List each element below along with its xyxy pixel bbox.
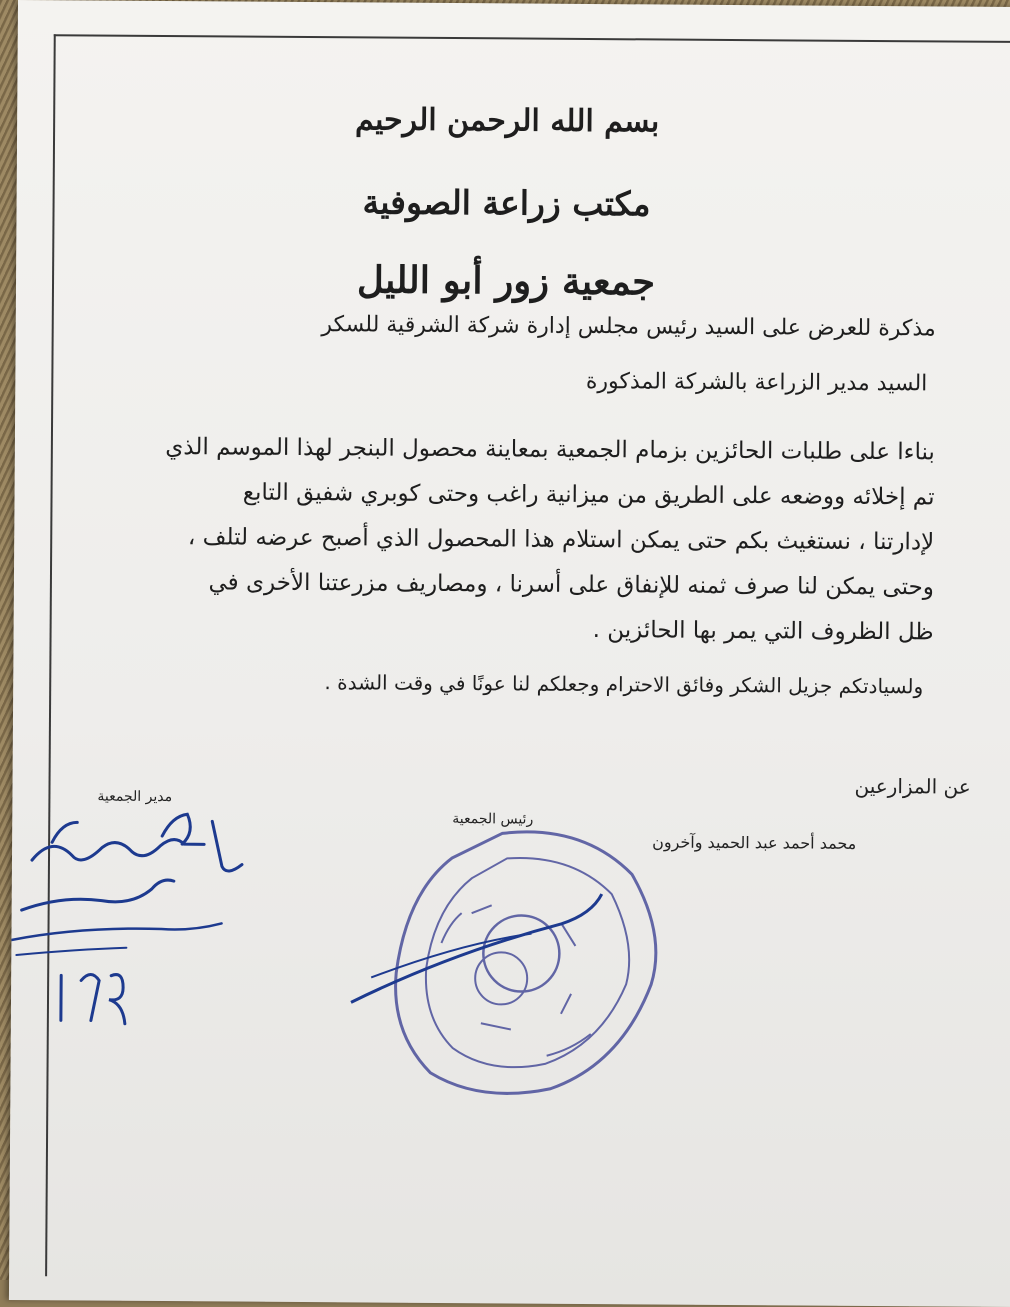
memo-addressee-line: مذكرة للعرض على السيد رئيس مجلس إدارة شركة الشرقية للسكر [321,312,936,342]
basmala-heading: بسم الله الرحمن الرحيم [354,102,660,140]
society-stamp [330,802,692,1125]
body-line-1: بناءا على طلبات الحائزين بزمام الجمعية بمعاينة محصول البنجر لهذا الموسم الذي [165,434,935,466]
farmers-label: عن المزارعين [854,773,971,799]
body-line-5: ظل الظروف التي يمر بها الحائزين . [592,617,934,646]
closing-line: ولسيادتكم جزيل الشكر وفائق الاحترام وجعلكم لنا عونًا في وقت الشدة . [324,670,924,699]
body-line-4: وحتى يمكن لنا صرف ثمنه للإنفاق على أسرنا ، ومصاريف مزرعتنا الأخرى في [208,569,935,601]
society-heading: جمعية زور أبو الليل [356,257,656,304]
president-label: رئيس الجمعية [452,811,534,828]
memo-paper [9,0,1010,1307]
body-line-2: تم إخلائه ووضعه على الطريق من ميزانية راغب وحتى كوبري شفيق التابع [242,479,935,511]
office-heading: مكتب زراعة الصوفية [362,182,651,224]
farmers-name: محمد أحمد عبد الحميد وآخرون [652,832,857,853]
body-line-3: لإدارتنا ، نستغيث بكم حتى يمكن استلام هذا المحصول الذي أصبح عرضه لتلف ، [187,524,935,556]
manager-signature [11,780,273,1042]
memo-cc-line: السيد مدير الزراعة بالشركة المذكورة [585,368,928,397]
manager-label: مدير الجمعية [97,788,173,806]
